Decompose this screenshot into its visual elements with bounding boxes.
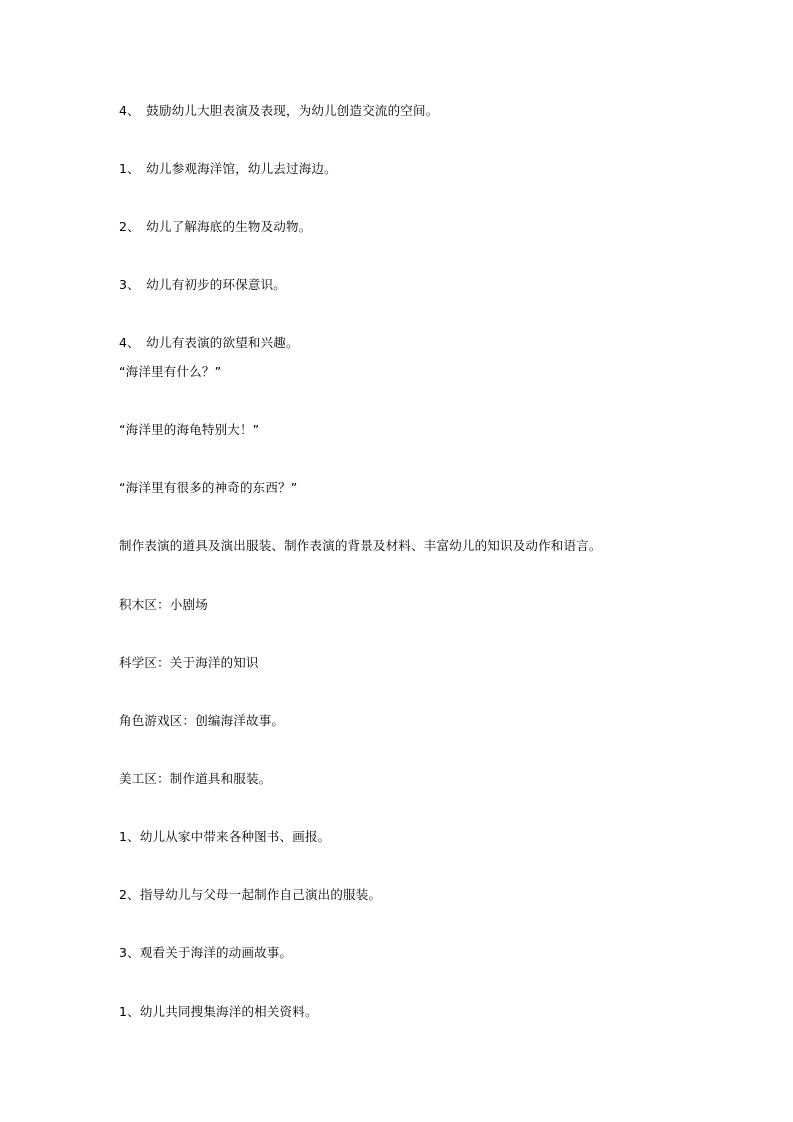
area-science: 科学区：关于海洋的知识 — [119, 655, 259, 670]
paragraph-materials: 制作表演的道具及演出服装、制作表演的背景及材料、丰富幼儿的知识及动作和语言。 — [119, 538, 602, 553]
paragraph-prep-4: 4、 幼儿有表演的欲望和兴趣。 — [119, 335, 299, 350]
quote-question-2: “海洋里的海龟特别大！” — [119, 422, 260, 437]
area-role-play: 角色游戏区：创编海洋故事。 — [119, 713, 285, 728]
quote-question-3: “海洋里有很多的神奇的东西？” — [119, 480, 298, 495]
quote-question-1: “海洋里有什么？” — [119, 364, 222, 379]
area-art: 美工区：制作道具和服装。 — [119, 771, 272, 786]
paragraph-prep-2: 2、 幼儿了解海底的生物及动物。 — [119, 219, 312, 234]
area-blocks: 积木区：小剧场 — [119, 597, 208, 612]
paragraph-activity-1: 1、幼儿共同搜集海洋的相关资料。 — [119, 1004, 318, 1019]
paragraph-home-1: 1、幼儿从家中带来各种图书、画报。 — [119, 829, 331, 844]
paragraph-home-3: 3、观看关于海洋的动画故事。 — [119, 945, 293, 960]
paragraph-home-2: 2、指导幼儿与父母一起制作自己演出的服装。 — [119, 887, 382, 902]
paragraph-prep-1: 1、 幼儿参观海洋馆，幼儿去过海边。 — [119, 161, 337, 176]
paragraph-goal-4: 4、 鼓励幼儿大胆表演及表现，为幼儿创造交流的空间。 — [119, 103, 439, 118]
paragraph-prep-3: 3、 幼儿有初步的环保意识。 — [119, 277, 287, 292]
